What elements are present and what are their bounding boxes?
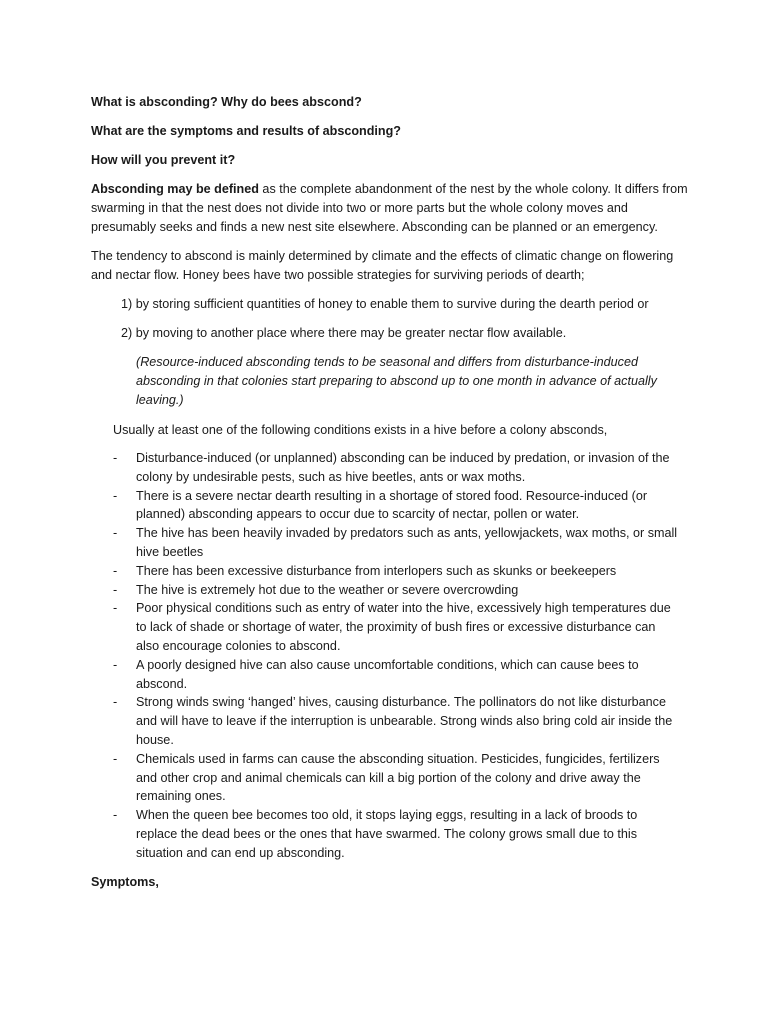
bullet-dash: - [113, 526, 118, 541]
condition-text: Strong winds swing ‘hanged’ hives, causing disturbance. The pollinators do not like disturbance and will have to leave if the interruption is unbearable. Strong winds also bring cold air inside the house. [136, 695, 673, 747]
condition-text: Disturbance-induced (or unplanned) absconding can be induced by predation, or invasion of the colony by undesirable pests, such as hive beetles, ants or wax moths. [136, 451, 670, 484]
symptoms-heading: Symptoms, [91, 875, 159, 889]
conditions-intro: Usually at least one of the following conditions exists in a hive before a colony absconds, [113, 423, 608, 437]
condition-text: There has been excessive disturbance from interlopers such as skunks or beekeepers [136, 563, 617, 578]
condition-item [113, 599, 681, 655]
condition-item [113, 449, 681, 487]
condition-text: A poorly designed hive can also cause uncomfortable conditions, which can cause bees to abscond. [136, 657, 639, 691]
bullet-dash: - [113, 582, 118, 597]
resource-note: (Resource-induced absconding tends to be seasonal and differs from disturbance-induced absconding in that colonies start preparing to abscond up to one month in advance of actually leaving.) [136, 355, 657, 407]
strategy-1: 1) by storing sufficient quantities of honey to enable them to survive during the dearth period or [121, 297, 649, 311]
condition-item [113, 524, 681, 562]
definition-paragraph [91, 180, 691, 237]
bullet-dash: - [113, 488, 118, 503]
bullet-dash: - [113, 808, 118, 823]
bullet-dash: - [113, 601, 118, 616]
condition-item [113, 581, 681, 600]
condition-item [113, 656, 681, 694]
tendency-paragraph: The tendency to abscond is mainly determined by climate and the effects of climatic change on flowering and nectar flow. Honey bees have two possible strategies for surviving periods of dearth; [91, 249, 674, 282]
condition-item [113, 487, 681, 525]
bullet-dash: - [113, 751, 118, 766]
condition-text: The hive has been heavily invaded by predators such as ants, yellowjackets, wax moths, or small hive beetles [136, 526, 678, 559]
definition-lead: Absconding may be defined [91, 182, 259, 196]
condition-text: When the queen bee becomes too old, it stops laying eggs, resulting in a lack of broods to replace the dead bees or the ones that have swarmed. The colony grows small due to this situation and can end up absconding. [136, 808, 638, 860]
definition-text: as the complete abandonment of the nest by the whole colony. It differs from swarming in that the nest does not divide into two or more parts but the whole colony moves and presumably seeks and finds a new nest site elsewhere. Absconding can be planned or an emergency. [91, 182, 688, 234]
condition-item [113, 562, 681, 581]
condition-text: The hive is extremely hot due to the weather or severe overcrowding [136, 582, 519, 597]
bullet-dash: - [113, 695, 118, 710]
bullet-dash: - [113, 563, 118, 578]
bullet-dash: - [113, 657, 118, 672]
condition-item [113, 750, 681, 806]
question-3: How will you prevent it? [91, 153, 236, 167]
question-2: What are the symptoms and results of absconding? [91, 124, 401, 138]
question-1: What is absconding? Why do bees abscond? [91, 95, 362, 109]
conditions-list [113, 449, 681, 863]
condition-text: Chemicals used in farms can cause the absconding situation. Pesticides, fungicides, fertilizers and other crop and animal chemicals can kill a big portion of the colony and drive away the remaining ones. [136, 751, 660, 804]
condition-item [113, 693, 681, 749]
bullet-dash: - [113, 451, 118, 465]
condition-text: Poor physical conditions such as entry of water into the hive, excessively high temperatures due to lack of shade or shortage of water, the proximity of bush fires or excessive disturbance can also encourage colonies to abscond. [136, 601, 671, 653]
strategy-2: 2) by moving to another place where there may be greater nectar flow available. [121, 326, 567, 340]
condition-item [113, 806, 681, 862]
condition-text: There is a severe nectar dearth resulting in a shortage of stored food. Resource-induced (or planned) absconding appears to occur due to scarcity of nectar, pollen or water. [136, 488, 648, 522]
